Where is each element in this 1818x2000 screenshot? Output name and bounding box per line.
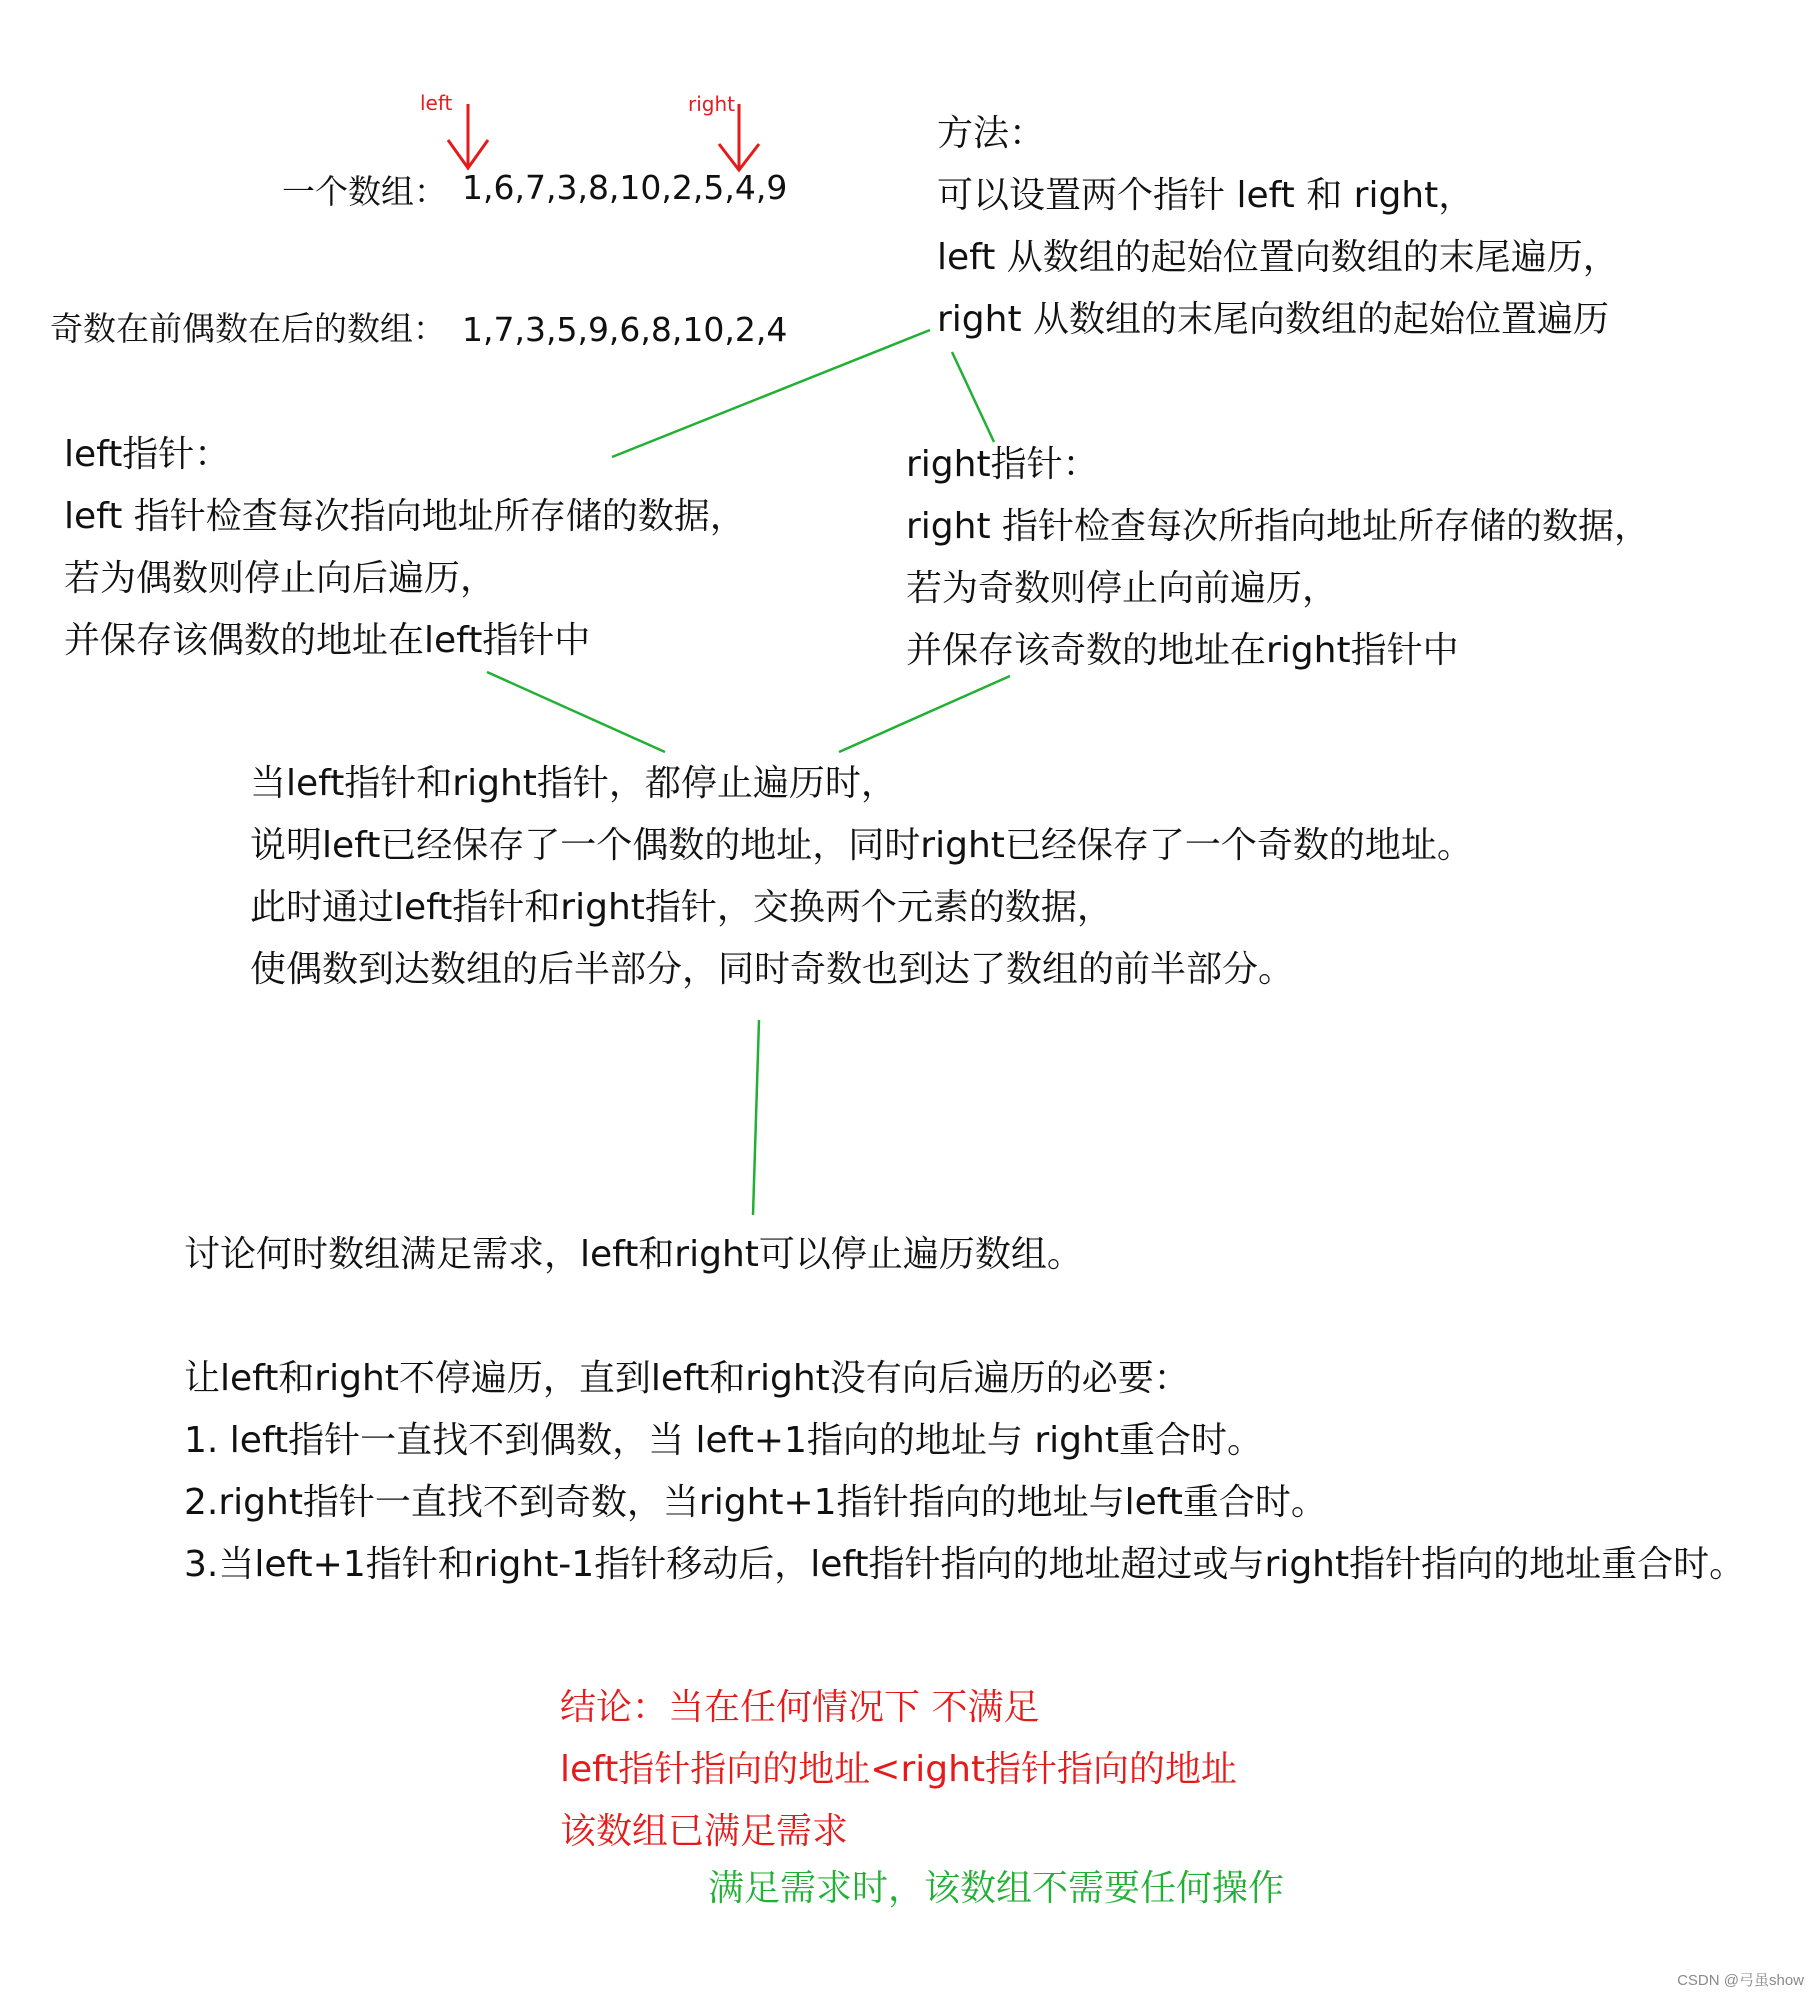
conclusion-block	[560, 1677, 1237, 1863]
method-line: right 从数组的末尾向数组的起始位置遍历	[937, 299, 1610, 340]
left-pointer-line: 若为偶数则停止向后遍历，	[64, 558, 497, 599]
swap-block	[250, 753, 1473, 1001]
right-pointer-line: 若为奇数则停止向前遍历，	[906, 568, 1339, 609]
discussion-block	[184, 1348, 1745, 1596]
discussion-heading-block	[184, 1224, 1083, 1286]
left-pointer-block	[64, 424, 746, 672]
right-arrow-label: right	[688, 92, 735, 116]
right-pointer-line: right指针：	[906, 444, 1099, 485]
result-array-values: 1,7,3,5,9,6,8,10,2,4	[462, 310, 788, 349]
discussion-line: 3.当left+1指针和right-1指针移动后，left指针指向的地址超过或与right指针指向的地址重合时。	[184, 1544, 1746, 1585]
left-pointer-line: left指针：	[64, 434, 231, 475]
result-array-label: 奇数在前偶数在后的数组：	[50, 309, 446, 348]
conclusion-line: 结论：当在任何情况下 不满足	[560, 1687, 1040, 1728]
swap-line: 此时通过left指针和right指针，交换两个元素的数据，	[250, 887, 1113, 928]
left-pointer-line: left 指针检查每次指向地址所存储的数据，	[64, 496, 746, 537]
original-array-label: 一个数组：	[282, 172, 447, 211]
left-pointer-line: 并保存该偶数的地址在left指针中	[64, 620, 591, 661]
right-pointer-line: right 指针检查每次所指向地址所存储的数据，	[906, 506, 1651, 547]
connector-left-to-swap	[487, 672, 665, 752]
right-pointer-line: 并保存该奇数的地址在right指针中	[906, 630, 1459, 671]
left-arrow-icon	[448, 104, 488, 168]
conclusion-line: left指针指向的地址<right指针指向的地址	[560, 1749, 1238, 1790]
conclusion-note: 满足需求时，该数组不需要任何操作	[708, 1868, 1285, 1909]
discussion-line: 让left和right不停遍历，直到left和right没有向后遍历的必要：	[184, 1358, 1190, 1399]
right-pointer-block	[906, 434, 1650, 682]
left-arrow-label: left	[420, 91, 453, 115]
connector-right-to-swap	[839, 676, 1010, 752]
discussion-heading: 讨论何时数组满足需求，left和right可以停止遍历数组。	[184, 1234, 1083, 1275]
discussion-line: 2.right指针一直找不到奇数，当right+1指针指向的地址与left重合时。	[184, 1482, 1327, 1523]
swap-line: 当left指针和right指针，都停止遍历时，	[250, 763, 897, 804]
method-line: 方法：	[937, 113, 1046, 154]
connector-swap-to-discussion	[753, 1020, 759, 1215]
conclusion-line: 该数组已满足需求	[560, 1811, 849, 1852]
discussion-line: 1. left指针一直找不到偶数，当 left+1指向的地址与 right重合时。	[184, 1420, 1263, 1461]
swap-line: 使偶数到达数组的后半部分，同时奇数也到达了数组的前半部分。	[250, 949, 1295, 990]
swap-line: 说明left已经保存了一个偶数的地址，同时right已经保存了一个奇数的地址。	[250, 825, 1473, 866]
original-array-values: 1,6,7,3,8,10,2,5,4,9	[462, 168, 788, 207]
method-line: left 从数组的起始位置向数组的末尾遍历，	[937, 237, 1619, 278]
connector-method-to-right	[952, 352, 994, 442]
method-block	[937, 103, 1619, 351]
conclusion-note-block	[708, 1858, 1284, 1920]
watermark: CSDN @弓虽show	[1677, 1972, 1804, 1989]
method-line: 可以设置两个指针 left 和 right，	[937, 175, 1475, 216]
